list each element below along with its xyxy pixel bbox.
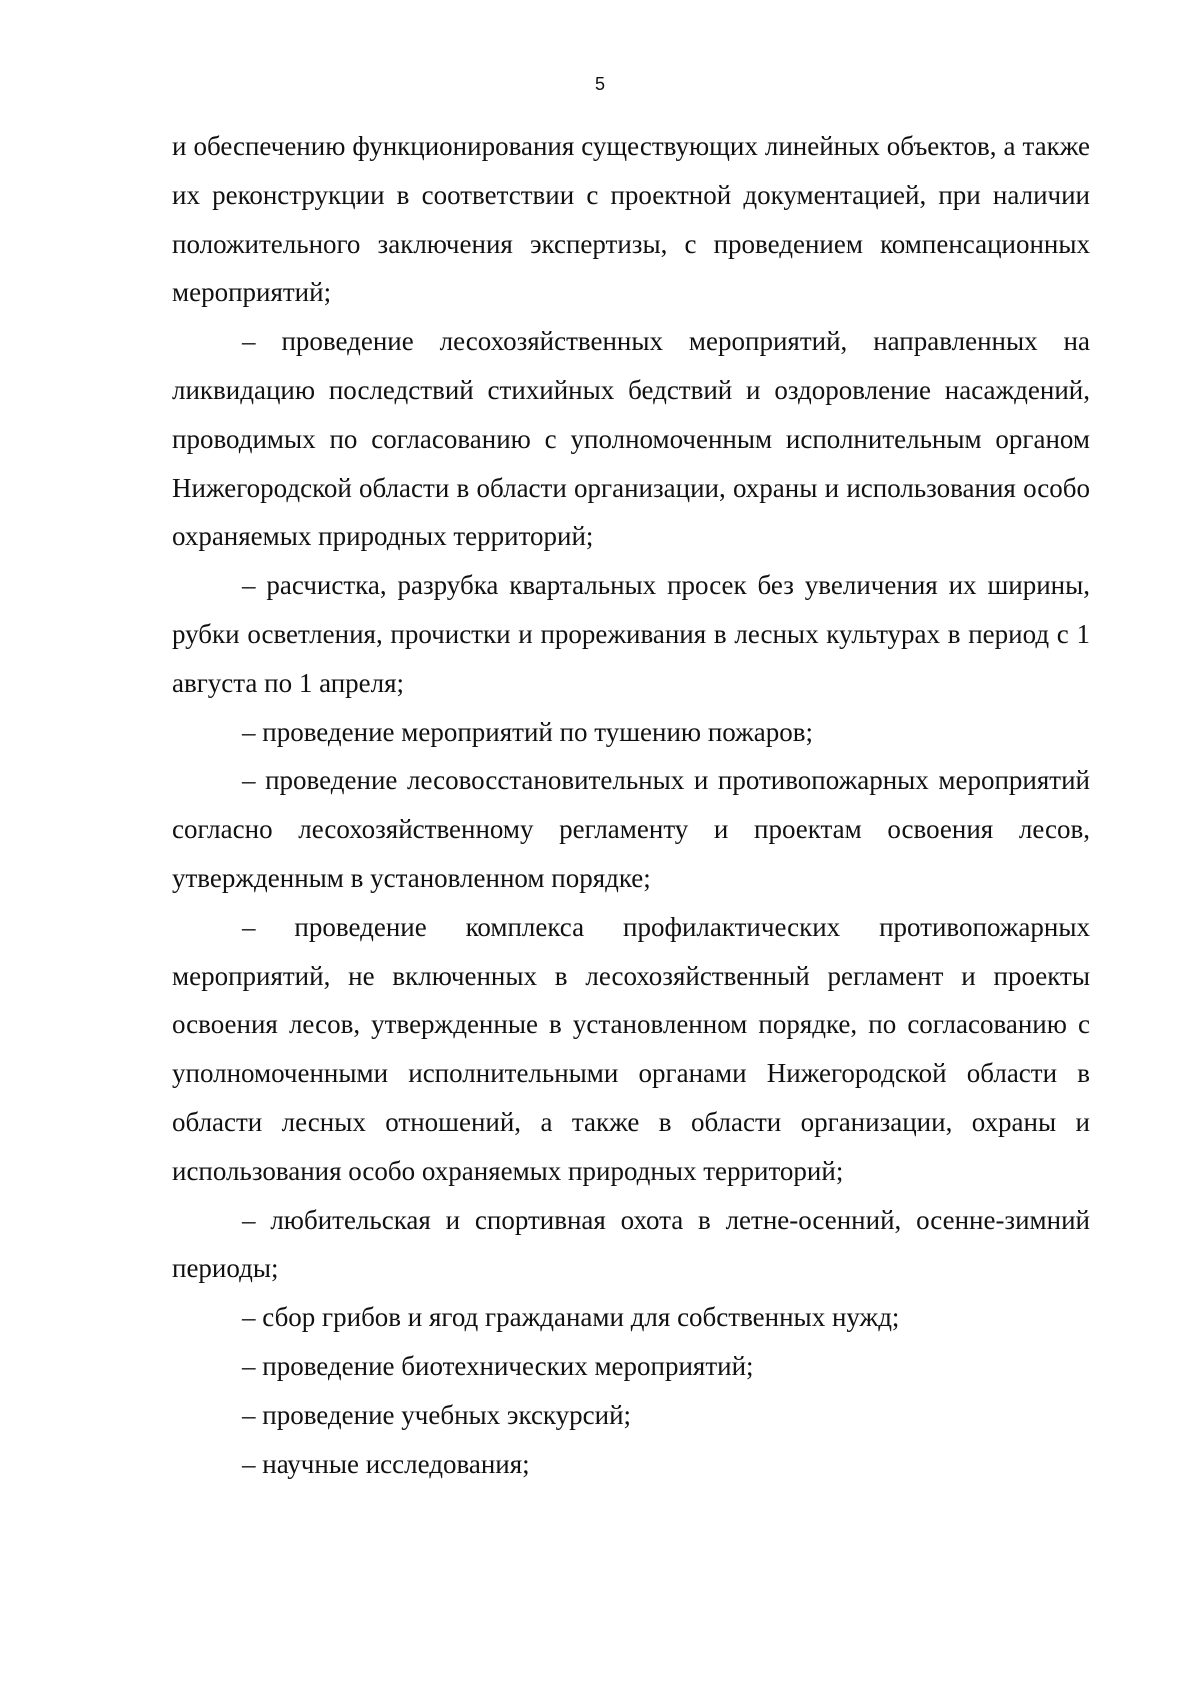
paragraph: и обеспечению функционирования существующих линейных объектов, а также их реконструкции в соответствии с проектной документацией, при наличии положительного заключения экспертизы, с проведением компенсационных мероприятий; xyxy=(172,131,1090,308)
list-item: – проведение комплекса профилактических противопожарных мероприятий, не включенных в лесохозяйственный регламент и проекты освоения лесов, утвержденные в установленном порядке, по согласованию с уполномоченными исполнительными органами Нижегородской области в области лесных отношений, а также в области организации, охраны и использования особо охраняемых природных территорий; xyxy=(172,911,1090,1186)
list-item: – расчистка, разрубка квартальных просек без увеличения их ширины, рубки осветления, прочистки и прореживания в лесных культурах в период с 1 августа по 1 апреля; xyxy=(172,570,1090,698)
page-number: 5 xyxy=(594,74,605,94)
list-item: – проведение мероприятий по тушению пожаров; xyxy=(242,716,814,747)
list-item: – научные исследования; xyxy=(242,1448,530,1479)
document-body xyxy=(172,122,1090,1488)
list-item: – проведение лесовосстановительных и противопожарных мероприятий согласно лесохозяйственному регламенту и проектам освоения лесов, утвержденным в установленном порядке; xyxy=(172,765,1090,893)
list-item: – сбор грибов и ягод гражданами для собственных нужд; xyxy=(242,1302,900,1333)
list-item: – проведение учебных экскурсий; xyxy=(242,1399,632,1430)
list-item: – проведение лесохозяйственных мероприятий, направленных на ликвидацию последствий стихийных бедствий и оздоровление насаждений, проводимых по согласованию с уполномоченным исполнительным органом Нижегородской области в области организации, охраны и использования особо охраняемых природных территорий; xyxy=(172,326,1090,552)
list-item: – любительская и спортивная охота в летне-осенний, осенне-зимний периоды; xyxy=(172,1204,1090,1284)
list-item: – проведение биотехнических мероприятий; xyxy=(242,1350,754,1381)
